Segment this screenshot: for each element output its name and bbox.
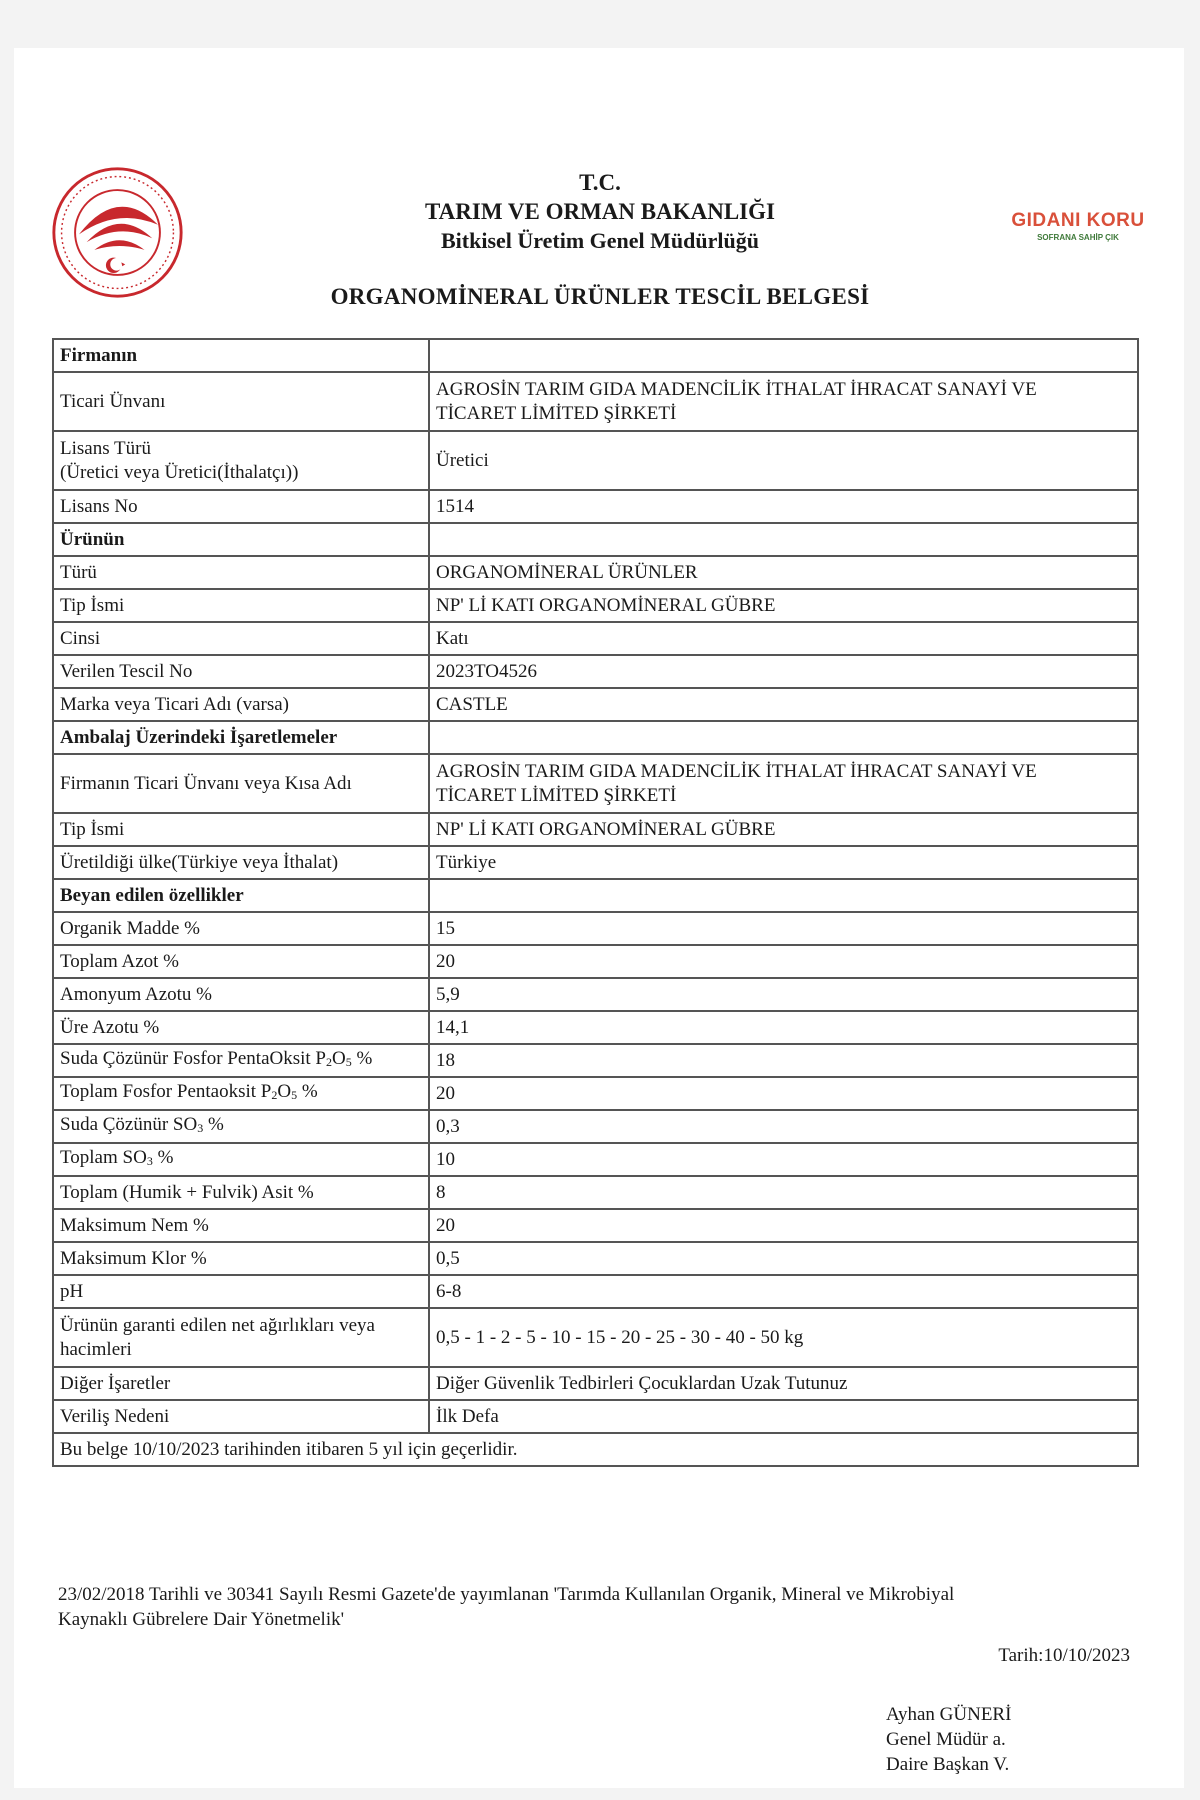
firm-name-label: Firmanın Ticari Ünvanı veya Kısa Adı [53, 754, 429, 813]
regulation-footnote: 23/02/2018 Tarihli ve 30341 Sayılı Resmi Gazete'de yayımlanan 'Tarımda Kullanılan Organik, Mineral ve Mikrobiyal Kaynaklı Gübrelere Dair Yönetmelik' [58, 1584, 955, 1630]
table-row [53, 912, 1138, 945]
table-row [53, 754, 1138, 813]
table-row [53, 1275, 1138, 1308]
table-row [53, 945, 1138, 978]
section-row-product [53, 523, 1138, 556]
brand-name: GIDANI KORU [1011, 210, 1145, 231]
table-row [53, 1242, 1138, 1275]
table-row [53, 813, 1138, 846]
product-type-label: Türü [53, 556, 429, 589]
table-row [53, 1044, 1138, 1077]
issue-reason-label: Veriliş Nedeni [53, 1400, 429, 1433]
table-row [53, 1077, 1138, 1110]
table-row [53, 978, 1138, 1011]
license-type-label: Lisans Türü (Üretici veya Üretici(İthalatçı)) [53, 431, 429, 490]
max-chlorine-label: Maksimum Klor % [53, 1242, 429, 1275]
urea-nitrogen-label: Üre Azotu % [53, 1011, 429, 1044]
type-name-value: NP' Lİ KATI ORGANOMİNERAL GÜBRE [429, 589, 1138, 622]
ammonium-nitrogen-value: 5,9 [429, 978, 1138, 1011]
humic-value: 8 [429, 1176, 1138, 1209]
table-row [53, 490, 1138, 523]
humic-label: Toplam (Humik + Fulvik) Asit % [53, 1176, 429, 1209]
section-row-firm [53, 339, 1138, 372]
product-type-value: ORGANOMİNERAL ÜRÜNLER [429, 556, 1138, 589]
organic-matter-label: Organik Madde % [53, 912, 429, 945]
brand-value: CASTLE [429, 688, 1138, 721]
ws-so3-label: Suda Çözünür SO3 % [53, 1110, 429, 1143]
trade-name-value: AGROSİN TARIM GIDA MADENCİLİK İTHALAT İHRACAT SANAYİ VE TİCARET LİMİTED ŞİRKETİ [429, 372, 1138, 431]
table-row [53, 1367, 1138, 1400]
section-heading-properties: Beyan edilen özellikler [53, 879, 429, 912]
table-row [53, 1209, 1138, 1242]
ministry-heading: TARIM VE ORMAN BAKANLIĞI [425, 199, 775, 224]
total-nitrogen-label: Toplam Azot % [53, 945, 429, 978]
table-row [53, 1011, 1138, 1044]
other-marks-value: Diğer Güvenlik Tedbirleri Çocuklardan Uzak Tutunuz [429, 1367, 1138, 1400]
max-chlorine-value: 0,5 [429, 1242, 1138, 1275]
kind-value: Katı [429, 622, 1138, 655]
registration-no-label: Verilen Tescil No [53, 655, 429, 688]
table-row [53, 1110, 1138, 1143]
total-phosphorus-value: 20 [429, 1077, 1138, 1110]
issue-date: Tarih:10/10/2023 [998, 1645, 1130, 1666]
signatory-name: Ayhan GÜNERİ [886, 1704, 1012, 1725]
license-no-value: 1514 [429, 490, 1138, 523]
organic-matter-value: 15 [429, 912, 1138, 945]
signatory-title-2: Daire Başkan V. [886, 1754, 1010, 1775]
trade-name-label: Ticari Ünvanı [53, 372, 429, 431]
section-row-properties [53, 879, 1138, 912]
ammonium-nitrogen-label: Amonyum Azotu % [53, 978, 429, 1011]
brand-label: Marka veya Ticari Adı (varsa) [53, 688, 429, 721]
table-row [53, 622, 1138, 655]
section-heading-packaging: Ambalaj Üzerindeki İşaretlemeler [53, 721, 429, 754]
issue-reason-value: İlk Defa [429, 1400, 1138, 1433]
net-weights-value: 0,5 - 1 - 2 - 5 - 10 - 15 - 20 - 25 - 30 - 40 - 50 kg [429, 1308, 1138, 1367]
other-marks-label: Diğer İşaretler [53, 1367, 429, 1400]
registration-no-value: 2023TO4526 [429, 655, 1138, 688]
signature-block [886, 1702, 1011, 1777]
validity-text: Bu belge 10/10/2023 tarihinden itibaren 5 yıl için geçerlidir. [53, 1433, 1138, 1466]
country-heading: T.C. [579, 170, 621, 195]
table-row [53, 655, 1138, 688]
table-row [53, 1176, 1138, 1209]
ws-phosphorus-label: Suda Çözünür Fosfor PentaOksit P2O5 % [53, 1044, 429, 1077]
directorate-heading: Bitkisel Üretim Genel Müdürlüğü [441, 228, 759, 253]
table-row [53, 1400, 1138, 1433]
license-type-value: Üretici [429, 431, 1138, 490]
type-name-label: Tip İsmi [53, 589, 429, 622]
origin-label: Üretildiği ülke(Türkiye veya İthalat) [53, 846, 429, 879]
ph-label: pH [53, 1275, 429, 1308]
net-weights-label: Ürünün garanti edilen net ağırlıkları veya hacimleri [53, 1308, 429, 1367]
max-moisture-label: Maksimum Nem % [53, 1209, 429, 1242]
ph-value: 6-8 [429, 1275, 1138, 1308]
brand-tagline: SOFRANA SAHİP ÇIK [1037, 233, 1119, 242]
license-no-label: Lisans No [53, 490, 429, 523]
validity-row [53, 1433, 1138, 1466]
table-row [53, 372, 1138, 431]
ws-phosphorus-value: 18 [429, 1044, 1138, 1077]
packaging-type-name-label: Tip İsmi [53, 813, 429, 846]
kind-label: Cinsi [53, 622, 429, 655]
total-nitrogen-value: 20 [429, 945, 1138, 978]
section-heading-product: Ürünün [53, 523, 429, 556]
registration-table [52, 338, 1139, 1467]
table-row [53, 556, 1138, 589]
table-row [53, 431, 1138, 490]
table-row [53, 589, 1138, 622]
document-header [0, 168, 1200, 255]
total-so3-value: 10 [429, 1143, 1138, 1176]
packaging-type-name-value: NP' Lİ KATI ORGANOMİNERAL GÜBRE [429, 813, 1138, 846]
section-row-packaging [53, 721, 1138, 754]
total-so3-label: Toplam SO3 % [53, 1143, 429, 1176]
urea-nitrogen-value: 14,1 [429, 1011, 1138, 1044]
ws-so3-value: 0,3 [429, 1110, 1138, 1143]
max-moisture-value: 20 [429, 1209, 1138, 1242]
table-row [53, 688, 1138, 721]
origin-value: Türkiye [429, 846, 1138, 879]
firm-name-value: AGROSİN TARIM GIDA MADENCİLİK İTHALAT İHRACAT SANAYİ VE TİCARET LİMİTED ŞİRKETİ [429, 754, 1138, 813]
table-row [53, 1143, 1138, 1176]
total-phosphorus-label: Toplam Fosfor Pentaoksit P2O5 % [53, 1077, 429, 1110]
table-row [53, 846, 1138, 879]
section-heading-firm: Firmanın [53, 339, 429, 372]
document-title: ORGANOMİNERAL ÜRÜNLER TESCİL BELGESİ [330, 284, 870, 309]
signatory-title: Genel Müdür a. [886, 1729, 1006, 1750]
table-row [53, 1308, 1138, 1367]
